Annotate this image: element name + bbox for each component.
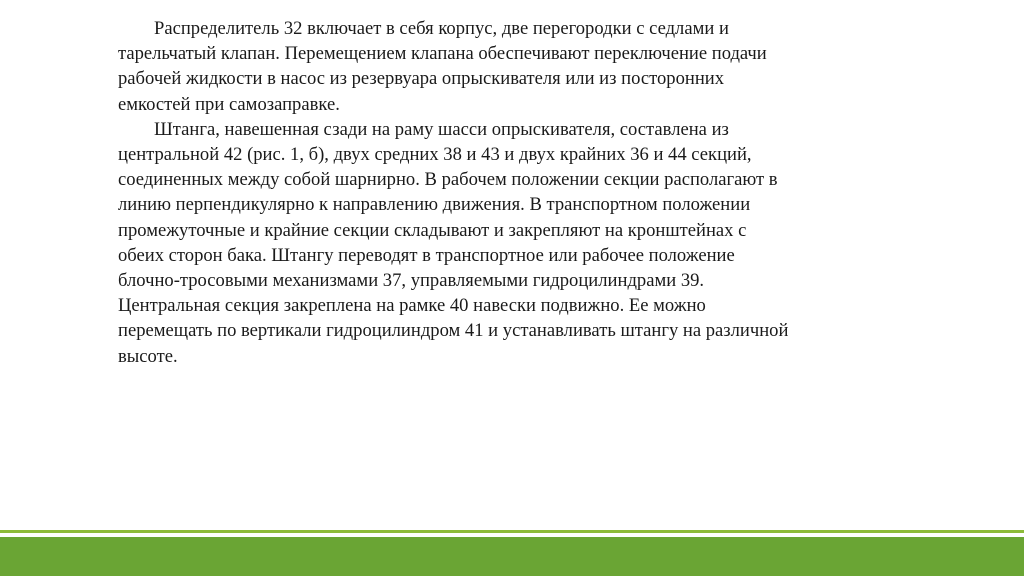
slide-text-body — [118, 16, 878, 369]
text-line: блочно-тросовыми механизмами 37, управляемыми гидроцилиндрами 39. — [118, 270, 705, 292]
text-line: линию перпендикулярно к направлению движения. В транспортном положении — [118, 194, 751, 216]
text-line: емкостей при самозаправке. — [118, 93, 340, 115]
text-line: перемещать по вертикали гидроцилиндром 41 и устанавливать штангу на различной — [118, 320, 789, 342]
text-line: соединенных между собой шарнирно. В рабочем положении секции располагают в — [118, 169, 778, 191]
footer-bar — [0, 537, 1024, 576]
text-line: рабочей жидкости в насос из резервуара опрыскивателя или из посторонних — [118, 68, 725, 90]
text-line: промежуточные и крайние секции складывают и закрепляют на кронштейнах с — [118, 219, 747, 241]
text-line: обеих сторон бака. Штангу переводят в транспортное или рабочее положение — [118, 244, 735, 266]
footer-accent-line — [0, 530, 1024, 533]
text-line: Распределитель 32 включает в себя корпус, две перегородки с седлами и — [154, 18, 729, 39]
text-line: центральной 42 (рис. 1, б), двух средних 38 и 43 и двух крайних 36 и 44 секций, — [118, 144, 752, 166]
text-line: высоте. — [118, 345, 178, 367]
text-line: тарельчатый клапан. Перемещением клапана обеспечивают переключение подачи — [118, 43, 767, 65]
text-line: Штанга, навешенная сзади на раму шасси опрыскивателя, составлена из — [154, 118, 729, 140]
text-line: Центральная секция закреплена на рамке 40 навески подвижно. Ее можно — [118, 295, 706, 317]
